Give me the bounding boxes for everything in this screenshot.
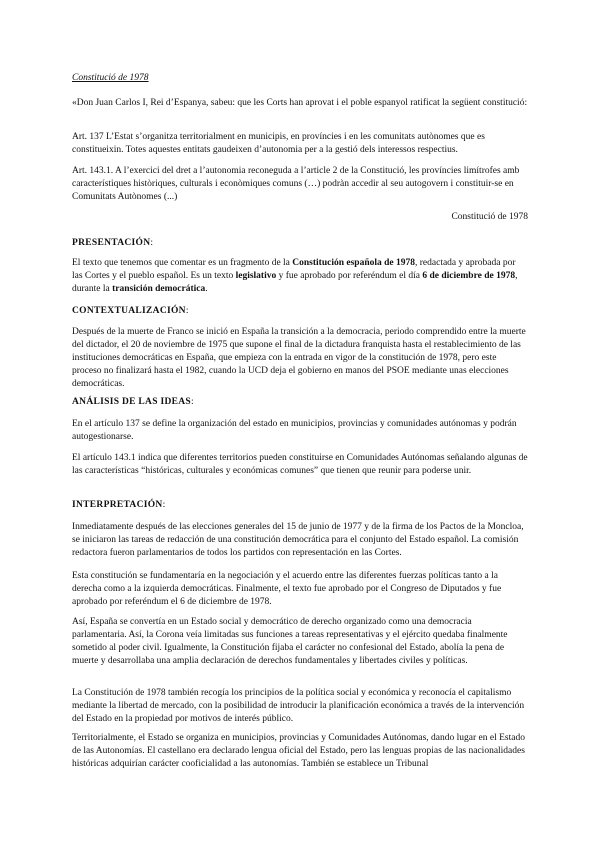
contextualizacion-paragraph: Después de la muerte de Franco se inició en España la transición a la democracia, periodo comprendido entre la muerte del dictador, el 20 de noviembre de 1975 que supone el final de la dictadura franquista hasta el restablecimiento de las instituciones democráticas en España, que empieza con la entrada en vigor de la constitución de 1978, pero este proceso no finalizará hasta el 1982, cuando la UCD deja el gobierno en manos del PSOE mediante unas elecciones democráticas. xyxy=(72,327,526,389)
presentacion-bold-fecha: 6 de diciembre de 1978 xyxy=(422,271,516,281)
presentacion-text: El texto que tenemos que comentar es un fragmento de la xyxy=(72,258,293,268)
presentacion-text: , redactada y aprobada por las Cortes y el pueblo español. Es un texto xyxy=(72,258,516,281)
interpretacion-paragraph-5: Territorialmente, el Estado se organiza en municipios, provincias y Comunidades Autónomas, dando lugar en el Estado de las Autonomías. El castellano era declarado lengua oficial del Estado, pero las lenguas propias de las nacionalidades históricas adquirían carácter cooficialidad a las autonomías. También se establece un Tribunal xyxy=(72,733,525,769)
heading-colon: : xyxy=(162,500,166,510)
presentacion-heading xyxy=(72,237,528,250)
interpretacion-heading-text: INTERPRETACIÓN xyxy=(72,500,163,510)
article-137-paragraph: Art. 137 L’Estat s’organitza territorialment en municipis, en províncies i en les comunitats autònomes que es constitueixin. Totes aquestes entitats gaudeixen d’autonomia per a la gestió dels interessos respectius. xyxy=(72,132,485,155)
presentacion-paragraph xyxy=(72,257,528,296)
analisis-heading xyxy=(72,396,528,409)
analisis-heading-text: ANÁLISIS DE LAS IDEAS xyxy=(72,397,192,407)
interpretacion-paragraph-3: Así, España se convertía en un Estado social y democrático de derecho organizado como una democracia parlamentaria. Así, la Corona veía limitadas sus funciones a tareas representativas y el ejército quedaba finalmente sometido al poder civil. Igualmente, la Constitución fijaba el carácter no confesional del Estado, abolía la pena de muerte y desarrollaba una amplia declaración de derechos fundamentales y libertades civiles y políticas. xyxy=(72,617,508,666)
presentacion-text: y fue aprobado por referéndum el día xyxy=(276,271,423,281)
article-143-paragraph: Art. 143.1. A l’exercici del dret a l’autonomia reconeguda a l’article 2 de la Constitució, les províncies limítrofes amb característiques històriques, culturals i econòmiques comuns (…) podràn accedir al seu autogovern i constituir-se en Comunitats Autònomes (...) xyxy=(72,166,520,202)
analisis-paragraph-1: En el artículo 137 se define la organización del estado en municipios, provincias y comunidades autónomas y podrán autogestionarse. xyxy=(72,419,517,442)
contextualizacion-heading-text: CONTEXTUALIZACIÓN xyxy=(72,306,186,316)
interpretacion-heading xyxy=(72,499,528,512)
presentacion-text: , durante la xyxy=(72,271,518,294)
heading-colon: : xyxy=(191,397,194,407)
presentacion-bold-legislativo: legislativo xyxy=(235,271,277,281)
interpretacion-paragraph-2: Esta constitución se fundamentaría en la negociación y el acuerdo entre las diferentes fuerzas políticas tanto a la derecha como a la izquierda democráticas. Finalmente, el texto fue aprobado por el Congreso de Diputados y fue aprobado por referéndum el 6 de diciembre de 1978. xyxy=(72,571,502,607)
heading-colon: : xyxy=(150,238,154,248)
intro-paragraph: «Don Juan Carlos I, Rei d’Espanya, sabeu: que les Corts han aprovat i el poble espanyol ratificat la següent constitució: xyxy=(72,98,528,108)
interpretacion-paragraph-4: La Constitución de 1978 también recogía los principios de la política social y económica y reconocía el capitalismo mediante la libertad de mercado, con la posibilidad de introducir la planificación económica a través de la intervención del Estado en la propiedad por motivos de interés público. xyxy=(72,688,525,724)
presentacion-text: . xyxy=(205,284,208,294)
heading-colon: : xyxy=(185,306,189,316)
presentacion-bold-constitucion: Constitución española de 1978 xyxy=(292,258,416,268)
presentacion-bold-transicion: transición democrática xyxy=(112,284,206,294)
presentacion-heading-text: PRESENTACIÓN xyxy=(72,238,151,248)
interpretacion-paragraph-1: Inmediatamente después de las elecciones generales del 15 de junio de 1977 y de la firma de los Pactos de la Moncloa, se iniciaron las tareas de redacción de una constitución democrática para el conjunto del Estado español. La comisión redactora fueron parlamentarios de todos los partidos con representación en las Cortes. xyxy=(72,522,524,558)
source-citation: Constitució de 1978 xyxy=(451,212,528,222)
document-title: Constitució de 1978 xyxy=(72,73,149,83)
contextualizacion-heading xyxy=(72,305,528,318)
analisis-paragraph-2: El artículo 143.1 indica que diferentes territorios pueden constituirse en Comunidades Autónomas señalando algunas de las características “históricas, culturales y económicas comunes” que tienen que reunir para poderse unir. xyxy=(72,453,528,476)
